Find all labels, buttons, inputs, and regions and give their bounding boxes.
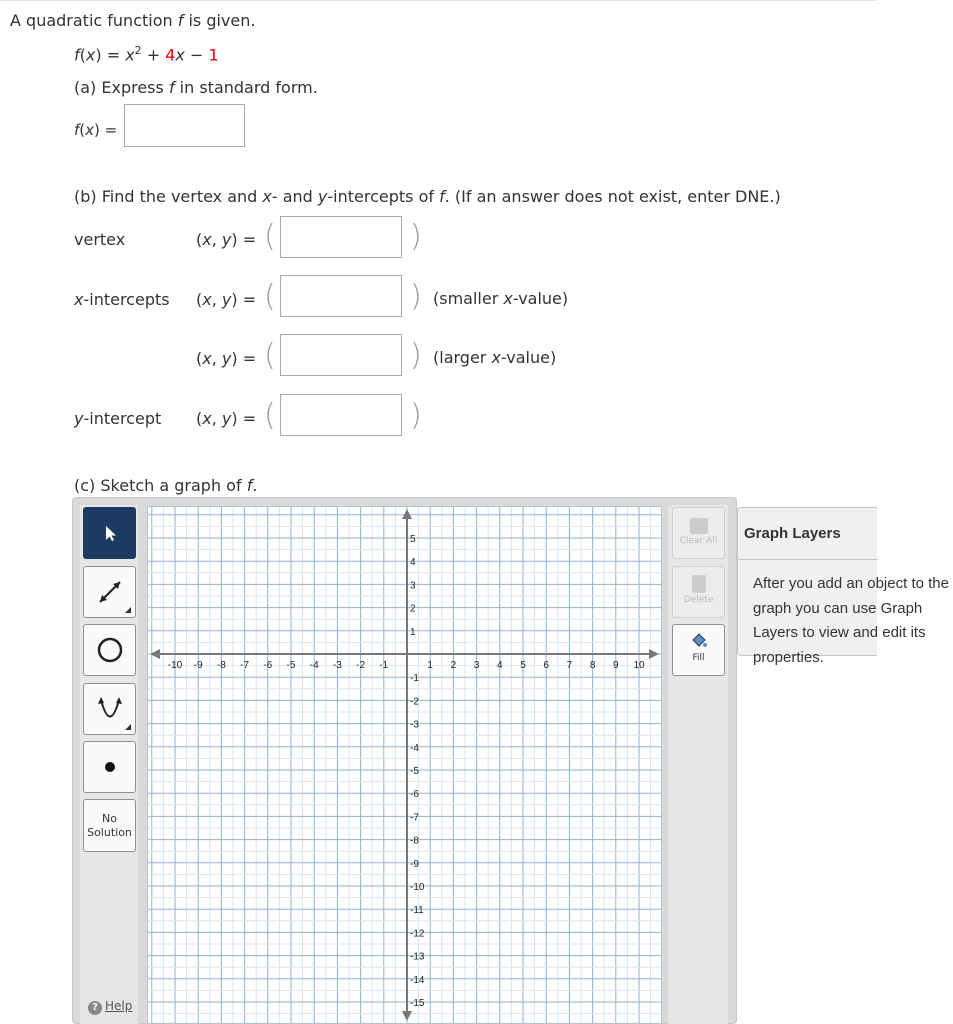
part-a-prompt: (a) Express f in standard form.: [74, 78, 318, 97]
y-tick-label: -3: [410, 719, 419, 731]
coordinate-grid[interactable]: [148, 507, 661, 1023]
x-tick-label: -4: [309, 660, 319, 671]
y-tick-label: -11: [410, 905, 424, 917]
graph-layers-title: Graph Layers: [738, 508, 878, 560]
y-tick-label: -8: [410, 835, 419, 847]
clear-all-button[interactable]: [672, 507, 725, 559]
circle-icon: [94, 634, 126, 666]
x-axis-arrow-right: [649, 649, 659, 659]
help-link[interactable]: [88, 999, 132, 1015]
x-tick-label: 7: [566, 660, 573, 671]
y-tick-label: -12: [410, 928, 425, 940]
x-int-small-open-paren: (: [264, 279, 276, 314]
y-tick-label: -7: [410, 812, 419, 824]
x-tick-label: 9: [613, 660, 619, 671]
paint-bucket-icon: [689, 631, 709, 651]
delete-label: Delete: [683, 595, 714, 605]
parabola-icon: [92, 691, 128, 727]
part-c-prompt: (c) Sketch a graph of f.: [74, 476, 258, 495]
x-tick-label: -1: [379, 660, 389, 671]
x-tick-label: -3: [332, 660, 342, 671]
clear-all-icon: [690, 518, 708, 534]
y-int-pair-label: (x, y) =: [196, 409, 257, 428]
problem-intro: A quadratic function f is given.: [10, 11, 256, 30]
no-solution-button[interactable]: [83, 799, 136, 852]
x-tick-label: 5: [520, 660, 526, 671]
point-icon: [103, 760, 117, 774]
y-int-close-paren: ): [410, 398, 422, 433]
y-tick-label: 4: [410, 557, 416, 569]
x-tick-label: -7: [240, 660, 250, 671]
x-tick-label: -2: [356, 660, 366, 671]
x-intercept-smaller-input[interactable]: [280, 275, 402, 317]
no-solution-line2: Solution: [87, 826, 132, 839]
x-tick-label: 1: [427, 660, 433, 671]
y-tick-label: 3: [410, 580, 416, 592]
y-tick-label: -2: [410, 696, 419, 708]
parabola-tool-button[interactable]: [83, 683, 136, 735]
y-tick-label: -9: [410, 858, 419, 870]
smaller-x-note: (smaller x-value): [433, 289, 569, 308]
circle-tool-button[interactable]: [83, 624, 136, 676]
no-solution-line1: No: [102, 812, 117, 825]
x-tick-label: -8: [216, 660, 226, 671]
vertex-input[interactable]: [280, 216, 402, 258]
y-int-open-paren: (: [264, 398, 276, 433]
y-tick-label: 2: [410, 603, 416, 615]
x-tick-label: 10: [633, 660, 645, 671]
clear-all-label: Clear All: [679, 536, 718, 546]
line-tool-more-indicator: [125, 607, 131, 613]
point-tool-button[interactable]: [83, 741, 136, 793]
y-intercept-input[interactable]: [280, 394, 402, 436]
y-tick-label: -13: [410, 951, 425, 963]
y-tick-label: 1: [410, 626, 416, 638]
x-intercepts-label: x-intercepts: [74, 290, 170, 309]
y-axis-arrow-up: [402, 509, 412, 519]
y-tick-label: -5: [410, 766, 419, 777]
x-int-large-open-paren: (: [264, 338, 276, 373]
select-tool-button[interactable]: [83, 507, 136, 559]
help-question-icon: ?: [88, 1001, 102, 1015]
larger-x-note: (larger x-value): [433, 348, 557, 367]
vertex-pair-label: (x, y) =: [196, 230, 257, 249]
fill-button[interactable]: [672, 624, 725, 676]
y-tick-label: -4: [410, 742, 419, 754]
x-int-large-close-paren: ): [410, 338, 422, 373]
y-tick-label: 5: [410, 534, 416, 545]
y-tick-label: -14: [410, 974, 425, 986]
vertex-label: vertex: [74, 230, 126, 249]
vertex-open-paren: (: [264, 219, 276, 254]
x-tick-label: 6: [543, 660, 549, 671]
x-intercept-larger-input[interactable]: [280, 334, 402, 376]
x-int-small-close-paren: ): [410, 279, 422, 314]
line-arrows-icon: [92, 574, 128, 610]
arrow-cursor-icon: [100, 523, 120, 543]
parabola-tool-more-indicator: [125, 724, 131, 730]
x-tick-label: 4: [497, 660, 503, 671]
fill-label: Fill: [692, 653, 705, 663]
delete-button[interactable]: [672, 566, 725, 618]
line-tool-button[interactable]: [83, 566, 136, 618]
y-axis-arrow-down: [402, 1011, 412, 1021]
x-tick-label: -6: [263, 660, 273, 671]
part-a-answer-label: f(x) =: [74, 121, 118, 139]
x-tick-label: 8: [589, 660, 596, 671]
graph-plot-area[interactable]: [147, 506, 662, 1024]
trash-icon: [692, 575, 706, 593]
function-definition: $f(x) = x^2 + 4x - 1$: [74, 44, 219, 65]
graph-layers-panel: [737, 507, 949, 666]
standard-form-input[interactable]: [124, 104, 245, 147]
top-divider: [0, 0, 877, 1]
y-tick-label: -10: [410, 882, 425, 893]
vertex-close-paren: ): [410, 219, 422, 254]
x-int-small-pair-label: (x, y) =: [196, 290, 257, 309]
y-tick-label: -6: [410, 789, 419, 801]
x-tick-label: -5: [286, 660, 296, 671]
x-int-large-pair-label: (x, y) =: [196, 349, 257, 368]
graph-layers-text: After you add an object to the graph you can use Graph Layers to view and edit its properties.: [753, 575, 949, 666]
y-intercept-label: y-intercept: [74, 409, 162, 428]
y-tick-label: -1: [410, 673, 419, 685]
help-label: Help: [105, 999, 133, 1013]
x-tick-label: -10: [167, 660, 183, 671]
x-tick-label: -9: [193, 660, 203, 671]
x-tick-label: 2: [450, 660, 457, 671]
part-b-prompt: (b) Find the vertex and x- and y-intercepts of f. (If an answer does not exist, enter DNE.): [74, 187, 781, 206]
x-tick-label: 3: [473, 660, 480, 671]
y-tick-label: -15: [410, 998, 425, 1009]
